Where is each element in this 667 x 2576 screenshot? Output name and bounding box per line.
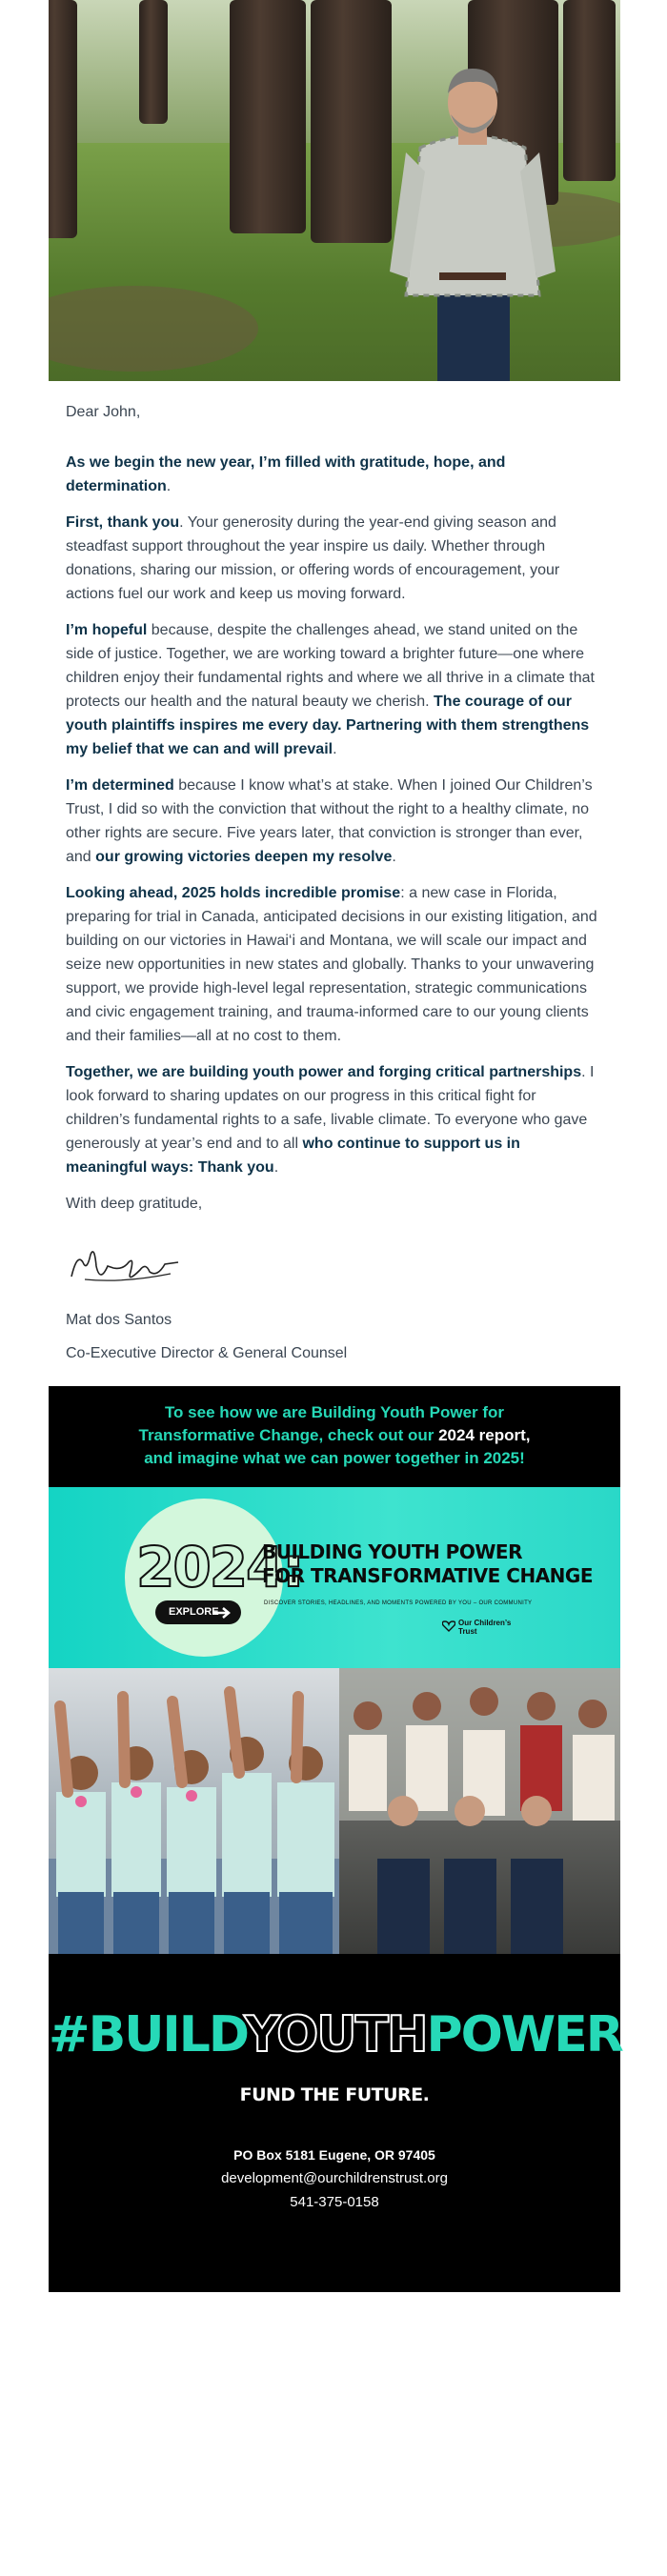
signer-title: Co-Executive Director & General Counsel [66, 1345, 348, 1361]
report-banner[interactable] [49, 1487, 620, 1668]
footer-phone-link[interactable]: 541-375-0158 [290, 2194, 379, 2210]
paragraph-determined: I’m determined because I know what’s at stake. When I joined Our Children’s Trust, I did so with the conviction that without the right to a healthy climate, no other rights are secure. Five years later, that conviction is stronger than ever, and our growing victories deepen my resolve. [66, 777, 593, 865]
footer-address: PO Box 5181 Eugene, OR 97405 [233, 2147, 435, 2163]
heart-icon [442, 1620, 455, 1632]
closing: With deep gratitude, [66, 1196, 203, 1212]
letter-body [49, 381, 620, 1365]
person-portrait [382, 57, 563, 381]
report-subtitle: DISCOVER STORIES, HEADLINES, AND MOMENTS POWERED BY YOU – OUR COMMUNITY [264, 1600, 533, 1606]
report-callout[interactable]: To see how we are Building Youth Power for Transformative Change, check out our 2024 report, and imagine what we can power together in 2025! [49, 1386, 620, 1487]
hero-photo [49, 0, 620, 381]
report-title: BUILDING YOUTH POWER FOR TRANSFORMATIVE CHANGE [262, 1540, 593, 1587]
footer [49, 1954, 620, 2292]
hashtag-build-youth-power: #BUILDYOUTHPOWER [49, 2006, 622, 2063]
email-container [49, 0, 620, 2292]
signer-name: Mat dos Santos [66, 1312, 172, 1328]
paragraph-together: Together, we are building youth power and forging critical partnerships. I look forward to sharing updates on our progress in this critical fight for children’s fundamental rights to a safe, livable climate. To everyone who gave generously at year’s end and to all who continue to support us in meaningful ways: Thank you. [66, 1064, 595, 1176]
paragraph-intro: As we begin the new year, I’m filled with gratitude, hope, and determination. [66, 454, 506, 494]
paragraph-looking-ahead: Looking ahead, 2025 holds incredible promise: a new case in Florida, preparing for trial in Canada, anticipated decisions in our existing litigation, and building on our victories in Hawai‘i and Montana, we will scale our impact and seize new opportunities in new states and globally. Thanks to your unwavering support, we provide high-level legal representation, strategic communications and civic engagement training, and trauma-informed care to our young clients and their families—all at no cost to them. [66, 885, 597, 1044]
paragraph-thank-you: First, thank you. Your generosity during the year-end giving season and steadfast support throughout the year inspire us daily. Whether through donations, sharing our mission, or offering words of encouragement, your actions fuel our work and keep us moving forward. [66, 514, 560, 602]
youth-photos [49, 1668, 620, 1954]
report-year: 2024: [136, 1535, 303, 1600]
footer-tagline: FUND THE FUTURE. [239, 2084, 430, 2105]
explore-button[interactable]: EXPLORE [155, 1600, 241, 1624]
footer-email-link[interactable]: development@ourchildrenstrust.org [221, 2170, 448, 2186]
paragraph-hopeful: I’m hopeful because, despite the challenges ahead, we stand united on the side of justice. Together, we are working toward a brighter future—one where children enjoy their fundamental rights and where we all thrive in a climate that protects our health and the natural beauty we cherish. The courage of our youth plaintiffs inspires me every day. Partnering with them strengthens my belief that we can and will prevail. [66, 622, 595, 757]
org-logo: Our Children’s Trust [458, 1619, 511, 1636]
arrow-right-icon [212, 1607, 232, 1619]
photo-youth-group [339, 1668, 620, 1954]
salutation: Dear John, [66, 404, 141, 420]
signature [66, 1234, 190, 1293]
report-link[interactable]: 2024 report [438, 1426, 526, 1444]
photo-youth-celebrating [49, 1668, 339, 1954]
